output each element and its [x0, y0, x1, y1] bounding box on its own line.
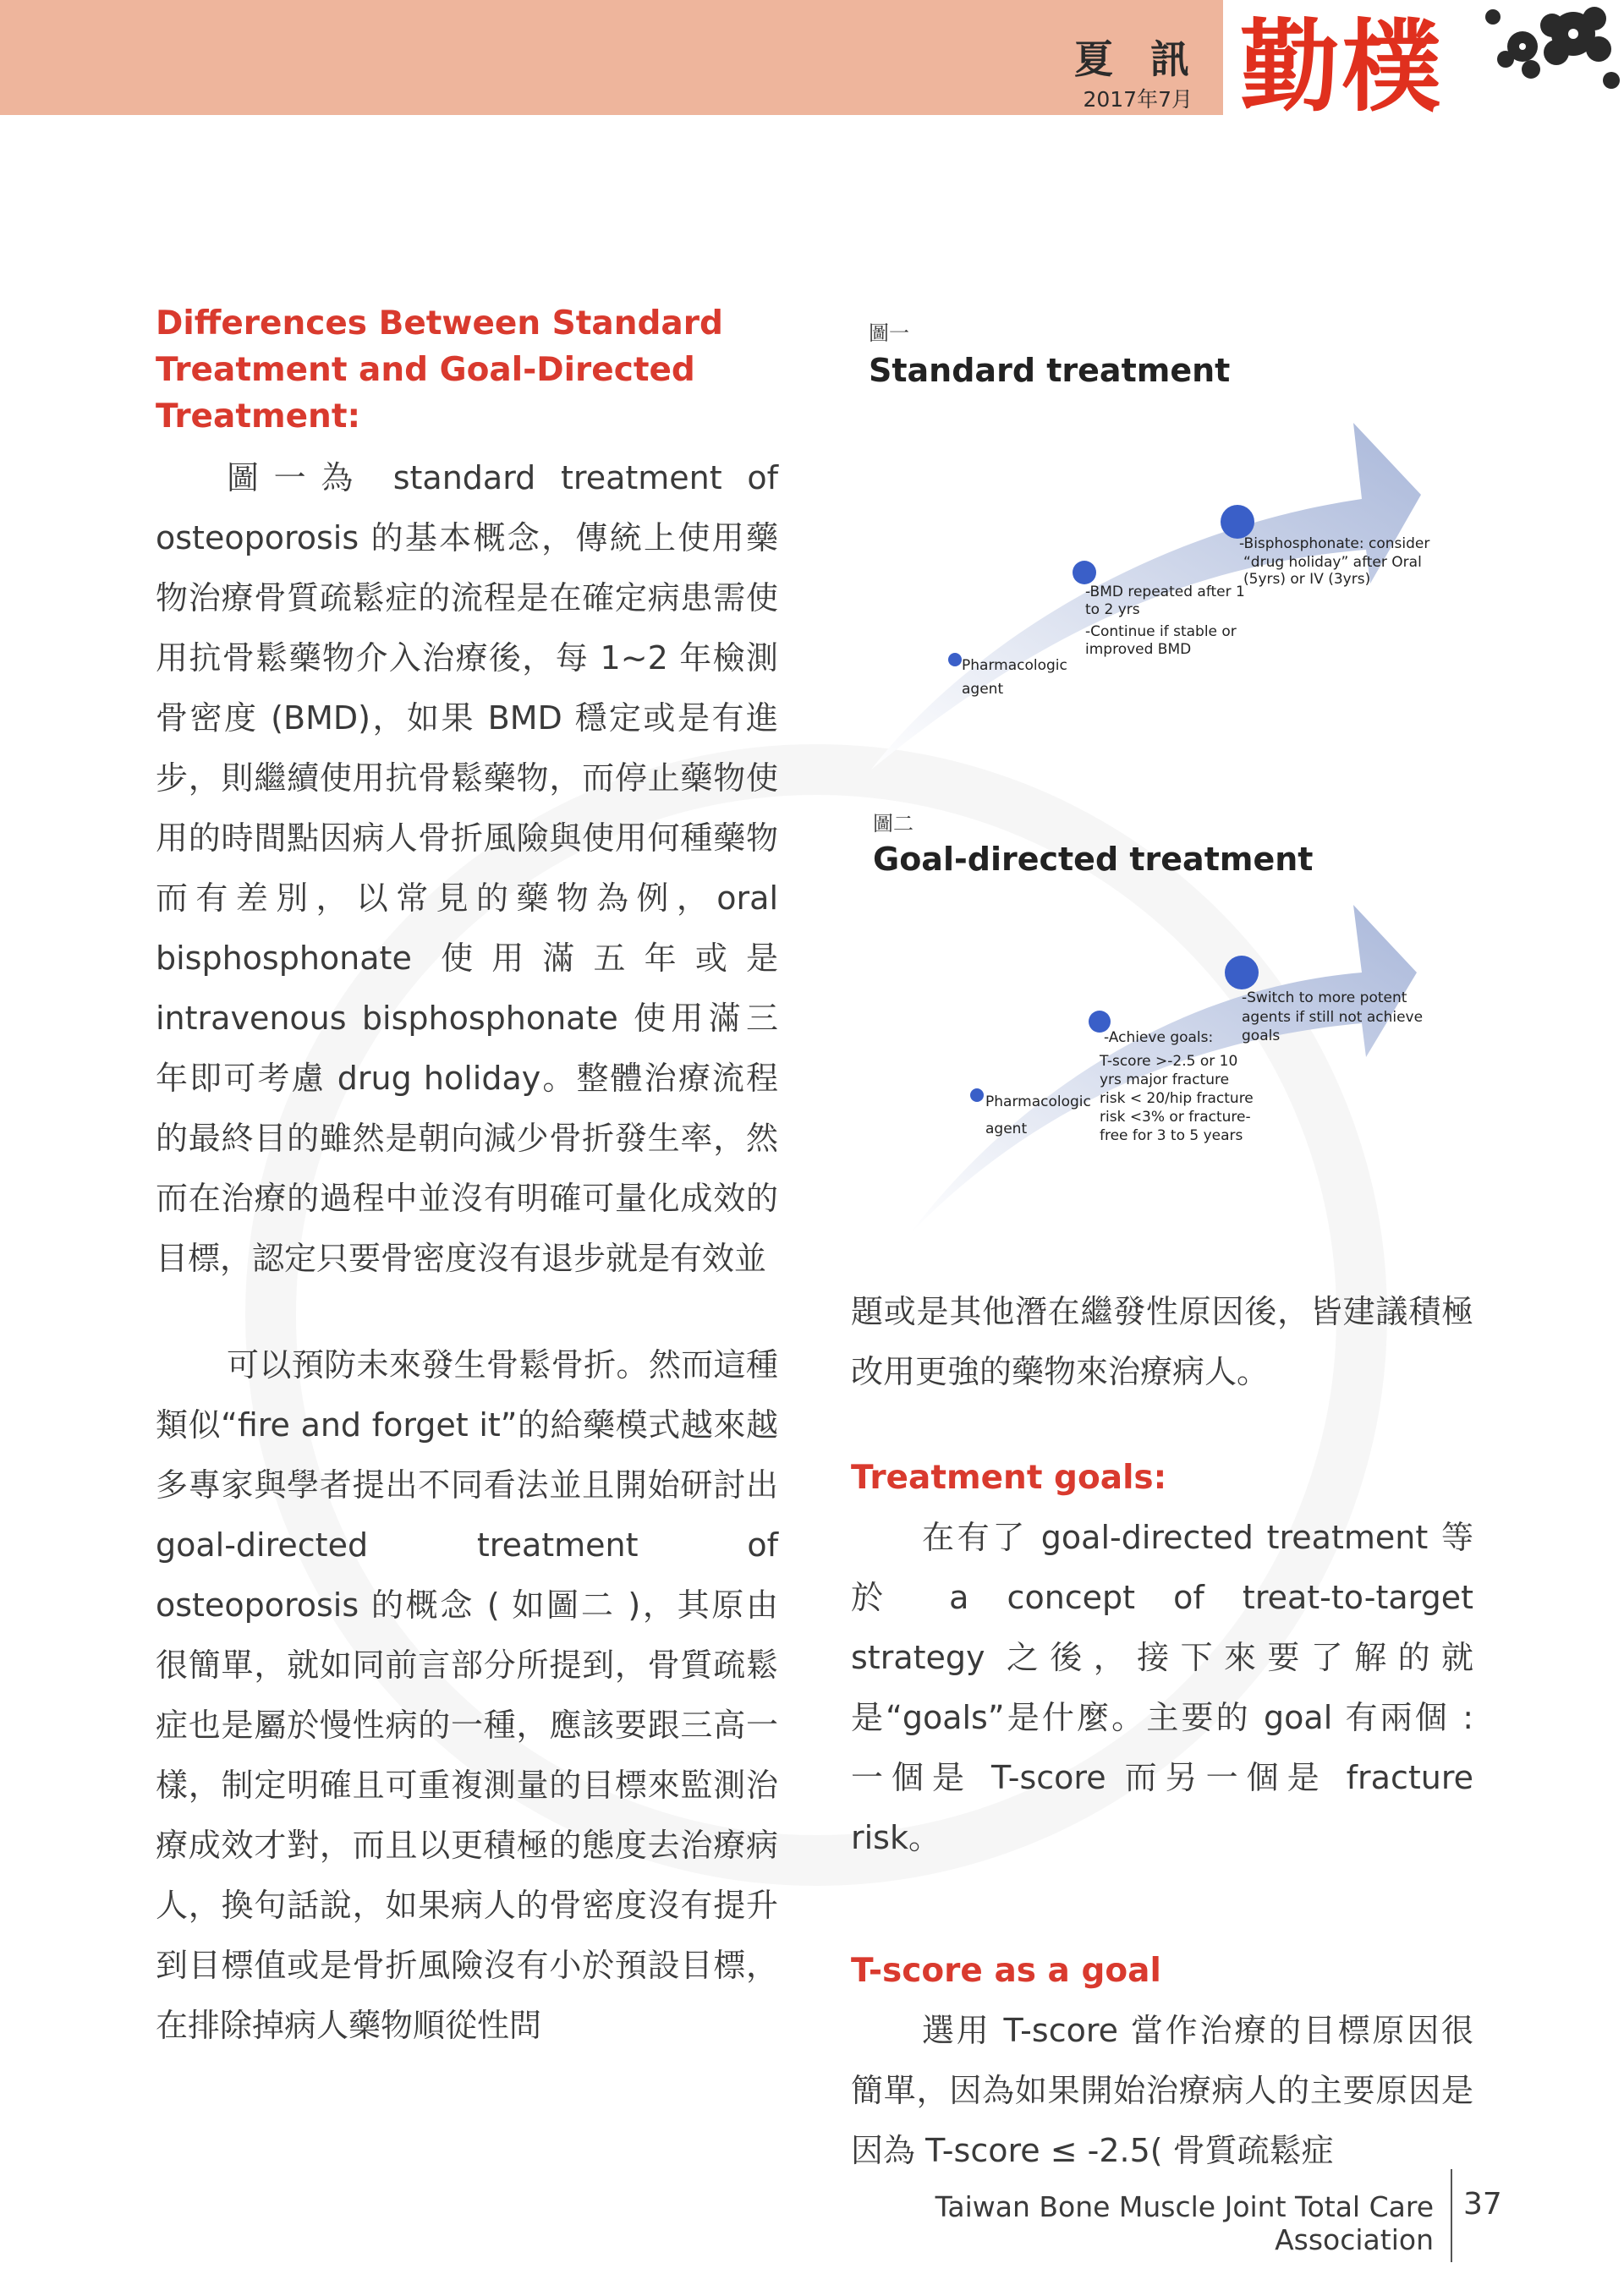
figure1-label: 圖一: [869, 321, 909, 345]
figure1-step1-text: Pharmacologic agent: [962, 657, 1067, 698]
figures-panel: [854, 304, 1472, 1252]
figure2-step1-dot: [970, 1088, 984, 1102]
figure2-step3-text: -Switch to more potent agents if still not achieve goals: [1242, 989, 1424, 1044]
issue-date: 2017年7月: [1083, 87, 1193, 112]
figure1-step2-text: -BMD repeated after 1 to 2 yrs -Continue if stable or improved BMD: [1085, 584, 1245, 658]
figure1-step2-dot: [1073, 561, 1096, 584]
right-column: [851, 1282, 1473, 2181]
paragraph-treatment-goals: 在有了 goal-directed treatment 等於 a concept of treat-to-target strategy 之後，接下來要了解的就是“goals”是什麼。主要的 goal 有兩個 : 一個是 T-score 而另一個是 fracture risk。: [851, 1519, 1473, 1856]
figure2-arrow: [909, 905, 1417, 1235]
figure2-step2-text: -Achieve goals: T-score >-2.5 or 10 yrs major fracture risk < 20/hip fracture risk <3% or fracture- free for 3 to 5 years: [1100, 1029, 1254, 1144]
section-heading-differences: Differences Between Standard Treatment and Goal-Directed Treatment:: [156, 304, 723, 436]
figure1-step3-text: -Bisphosphonate: consider “drug holiday” after Oral (5yrs) or IV (3yrs): [1239, 535, 1430, 588]
footer-divider: [1451, 2169, 1452, 2262]
section-heading-tscore-goal: T-score as a goal: [851, 1952, 1161, 1990]
paragraph-standard-treatment: 圖一為 standard treatment of osteoporosis 的基本概念，傳統上使用藥物治療骨質疏鬆症的流程是在確定病患需使用抗骨鬆藥物介入治療後，每 1~2 年檢測骨密度 (BMD)，如果 BMD 穩定或是有進步，則繼續使用抗骨鬆藥物，而停止藥物使用的時間點因病人骨折風險與使用何種藥物而有差別，以常見的藥物為例，oral bisphosphonate 使用滿五年或是 intravenous bisphosphonate 使用滿三年即可考慮 drug holiday。整體治療流程的最終目的雖然是朝向減少骨折發生率，然而在治療的過程中並沒有明確可量化成效的目標，認定只要骨密度沒有退步就是有效並: [156, 459, 778, 1277]
page-number: 37: [1463, 2187, 1502, 2222]
figure2-arrow-diagram: [854, 888, 1472, 1252]
figure1-step1-dot: [948, 653, 962, 666]
footer-organization: Taiwan Bone Muscle Joint Total Care Association: [935, 2190, 1434, 2256]
paragraph-goal-directed: 可以預防未來發生骨鬆骨折。然而這種類似“fire and forget it”的給藥模式越來越多專家與學者提出不同看法並且開始研討出 goal-directed treatment of osteoporosis 的概念 ( 如圖二 )，其原由很簡單，就如同前言部分所提到，骨質疏鬆症也是屬於慢性病的一種，應該要跟三高一樣，制定明確且可重複測量的目標來監測治療成效才對，而且以更積極的態度去治療病人，換句話說，如果病人的骨密度沒有提升到目標值或是骨折風險沒有小於預設目標，在排除掉病人藥物順從性問: [156, 1346, 778, 2044]
figure2-title: Goal-directed treatment: [873, 841, 1314, 878]
brand-logo-text: 勤樸: [1240, 8, 1444, 125]
figure2-step3-dot: [1225, 956, 1259, 989]
paragraph-continued: 題或是其他潛在繼發性原因後，皆建議積極改用更強的藥物來治療病人。: [851, 1293, 1473, 1390]
left-column: [156, 300, 778, 2056]
figure1-title: Standard treatment: [869, 352, 1231, 389]
figure2-label: 圖二: [873, 812, 914, 836]
figure2-step1-text: Pharmacologic agent: [985, 1093, 1091, 1137]
section-heading-treatment-goals: Treatment goals:: [851, 1459, 1167, 1497]
paragraph-tscore-goal: 選用 T-score 當作治療的目標原因很簡單，因為如果開始治療病人的主要原因是因為 T-score ≤ -2.5( 骨質疏鬆症: [851, 2012, 1473, 2169]
figure1-arrow-diagram: [854, 406, 1472, 778]
hibiscus-flower-icon: [1472, 0, 1624, 101]
figure1-step3-dot: [1221, 505, 1254, 539]
issue-title: 夏 訊: [1073, 36, 1201, 82]
